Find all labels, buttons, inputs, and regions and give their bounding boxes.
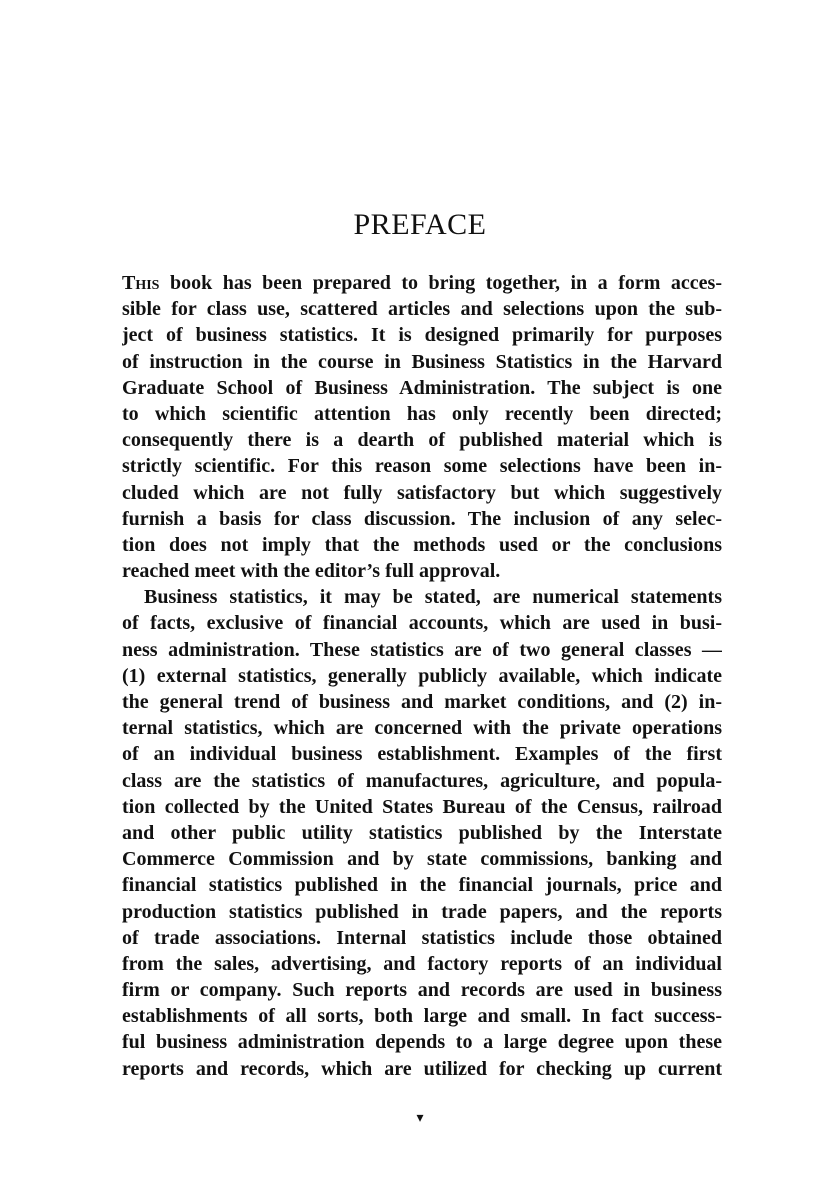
text-line: (1) external statistics, generally publicly available, which indicate bbox=[122, 664, 722, 687]
text-line: production statistics published in trade papers, and the reports bbox=[122, 900, 722, 923]
text-line: the general trend of business and market conditions, and (2) in- bbox=[122, 691, 722, 713]
text-line: ject of business statistics. It is designed primarily for purposes bbox=[122, 324, 722, 347]
text-line: reached meet with the editor’s full approval. bbox=[122, 560, 501, 583]
opening-word: This bbox=[122, 272, 160, 294]
text-line: reports and records, which are utilized for checking up current bbox=[122, 1057, 722, 1080]
text-line: ternal statistics, which are concerned with the private operations bbox=[122, 717, 722, 740]
text-line: establishments of all sorts, both large and small. In fact success- bbox=[122, 1005, 722, 1028]
text-line: cluded which are not fully satisfactory but which suggestively bbox=[122, 481, 722, 504]
text-line: furnish a basis for class discussion. The inclusion of any selec- bbox=[122, 507, 722, 530]
text-line: consequently there is a dearth of published material which is bbox=[122, 429, 722, 452]
page-title: PREFACE bbox=[353, 208, 487, 241]
text-line: Graduate School of Business Administration. The subject is one bbox=[122, 376, 722, 399]
text-line: of instruction in the course in Business Statistics in the Harvard bbox=[122, 350, 722, 373]
text-line: tion collected by the United States Bureau of the Census, railroad bbox=[122, 795, 722, 818]
text-line: strictly scientific. For this reason some selections have been in- bbox=[122, 455, 722, 478]
preface-body bbox=[122, 270, 722, 1082]
text-line: from the sales, advertising, and factory reports of an individual bbox=[122, 952, 722, 975]
text-line: of facts, exclusive of financial accounts, which are used in busi- bbox=[122, 612, 722, 635]
text-line: class are the statistics of manufactures, agriculture, and popula- bbox=[122, 769, 722, 792]
text-line: of trade associations. Internal statistics include those obtained bbox=[122, 926, 722, 949]
text-line: This book has been prepared to bring together, in a form acces- bbox=[122, 272, 722, 294]
text-line: firm or company. Such reports and records are used in business bbox=[122, 979, 722, 1002]
text-line: financial statistics published in the financial journals, price and bbox=[122, 874, 722, 897]
text-line: of an individual business establishment. Examples of the first bbox=[122, 743, 722, 766]
text-line: tion does not imply that the methods used or the conclusions bbox=[122, 533, 722, 556]
signature-mark: ▾ bbox=[416, 1111, 424, 1126]
text-line: sible for class use, scattered articles and selections upon the sub- bbox=[122, 298, 722, 321]
text-line: ful business administration depends to a large degree upon these bbox=[122, 1031, 722, 1054]
text-line: Business statistics, it may be stated, are numerical statements bbox=[144, 586, 722, 609]
text-line: to which scientific attention has only recently been directed; bbox=[122, 402, 722, 425]
text-line: and other public utility statistics published by the Interstate bbox=[122, 821, 722, 844]
text-line: Commerce Commission and by state commissions, banking and bbox=[122, 848, 722, 871]
text-line: ness administration. These statistics are of two general classes — bbox=[122, 638, 722, 661]
